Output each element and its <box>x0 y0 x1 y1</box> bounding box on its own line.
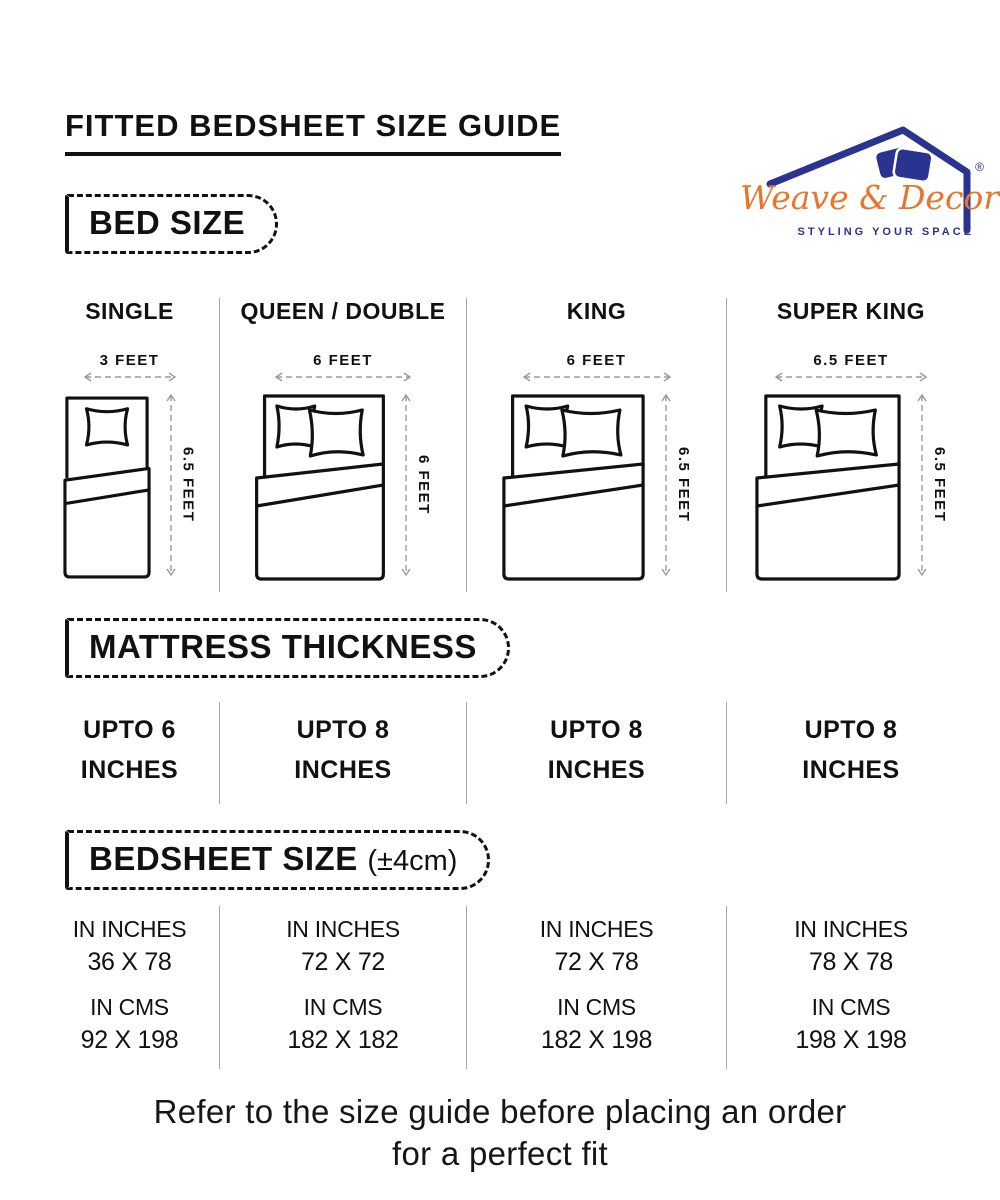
bedsheet-size-table <box>40 906 975 1069</box>
bed-height-label: 6.5 FEET <box>931 447 948 523</box>
bed-height-label: 6 FEET <box>415 455 432 515</box>
double-bed-icon <box>754 392 902 582</box>
width-arrow-icon <box>273 371 413 383</box>
cms-value: 182 X 182 <box>287 1026 399 1054</box>
inches-label: IN INCHES <box>286 916 400 942</box>
size-cell-single <box>40 906 220 1069</box>
bedsheet-size-tolerance: (±4cm) <box>367 845 458 877</box>
registered-trademark: ® <box>975 160 984 174</box>
brand-tagline: STYLING YOUR SPACE <box>797 226 974 238</box>
height-arrow-icon <box>165 392 177 578</box>
width-arrow-icon <box>773 371 929 383</box>
cms-label: IN CMS <box>90 994 169 1020</box>
thickness-line2: INCHES <box>547 756 646 784</box>
width-arrow-icon <box>82 371 178 383</box>
cms-value: 198 X 198 <box>795 1026 907 1054</box>
bed-size-heading: BED SIZE <box>65 194 278 254</box>
size-cell-super-king <box>727 906 975 1069</box>
inches-value: 72 X 72 <box>300 948 386 976</box>
double-bed-icon <box>254 392 386 582</box>
bed-width-label: 6.5 FEET <box>813 352 889 369</box>
height-arrow-icon <box>660 392 672 578</box>
bed-height-label: 6.5 FEET <box>179 447 197 523</box>
thickness-line2: INCHES <box>294 756 392 784</box>
width-arrow-icon <box>521 371 673 383</box>
thickness-cell <box>467 702 727 804</box>
bedsheet-size-heading-text: BEDSHEET SIZE <box>89 840 358 877</box>
bed-column-single <box>40 298 220 592</box>
bed-size-name: SINGLE <box>85 298 174 324</box>
thickness-line2: INCHES <box>802 756 900 784</box>
bed-width-label: 6 FEET <box>566 352 627 369</box>
page-title: FITTED BEDSHEET SIZE GUIDE <box>65 108 561 156</box>
single-bed-icon <box>63 392 151 582</box>
double-bed-icon <box>501 392 646 582</box>
cms-label: IN CMS <box>303 994 383 1020</box>
cms-label: IN CMS <box>811 994 891 1020</box>
mattress-thickness-heading: MATTRESS THICKNESS <box>65 618 510 678</box>
footer-line1: Refer to the size guide before placing an order <box>153 1093 847 1130</box>
bed-size-row <box>40 298 975 592</box>
brand-name: Weave & Decor <box>740 178 1000 217</box>
inches-label: IN INCHES <box>72 916 187 942</box>
height-arrow-icon <box>916 392 928 578</box>
bed-size-name: QUEEN / DOUBLE <box>240 298 446 324</box>
inches-value: 78 X 78 <box>808 948 894 976</box>
bed-width-label: 6 FEET <box>313 352 373 369</box>
inches-label: IN INCHES <box>539 916 654 942</box>
inches-label: IN INCHES <box>794 916 908 942</box>
bed-column-queen-double <box>220 298 467 592</box>
bed-width-label: 3 FEET <box>99 352 160 369</box>
inches-value: 72 X 78 <box>554 948 639 976</box>
cms-value: 92 X 198 <box>80 1026 179 1054</box>
bed-size-name: SUPER KING <box>776 298 926 324</box>
bed-size-name: KING <box>566 298 627 324</box>
size-guide-page <box>0 108 1000 1200</box>
cms-value: 182 X 198 <box>540 1026 653 1054</box>
thickness-cell <box>220 702 467 804</box>
thickness-line1: UPTO 6 <box>83 716 176 744</box>
thickness-line2: INCHES <box>80 756 179 784</box>
bedsheet-size-heading <box>65 830 490 890</box>
footer-line2: for a perfect fit <box>391 1135 609 1172</box>
thickness-line1: UPTO 8 <box>550 716 643 744</box>
size-cell-king <box>467 906 727 1069</box>
cms-label: IN CMS <box>557 994 636 1020</box>
thickness-line1: UPTO 8 <box>804 716 898 744</box>
bed-column-king <box>467 298 727 592</box>
footer-note <box>0 1091 1000 1175</box>
thickness-cell <box>727 702 975 804</box>
bed-column-super-king <box>727 298 975 592</box>
thickness-line1: UPTO 8 <box>296 716 390 744</box>
brand-logo <box>740 120 1000 240</box>
mattress-thickness-row <box>40 702 975 804</box>
inches-value: 36 X 78 <box>87 948 172 976</box>
size-cell-queen-double <box>220 906 467 1069</box>
thickness-cell <box>40 702 220 804</box>
bed-height-label: 6.5 FEET <box>675 447 692 523</box>
height-arrow-icon <box>400 392 412 578</box>
